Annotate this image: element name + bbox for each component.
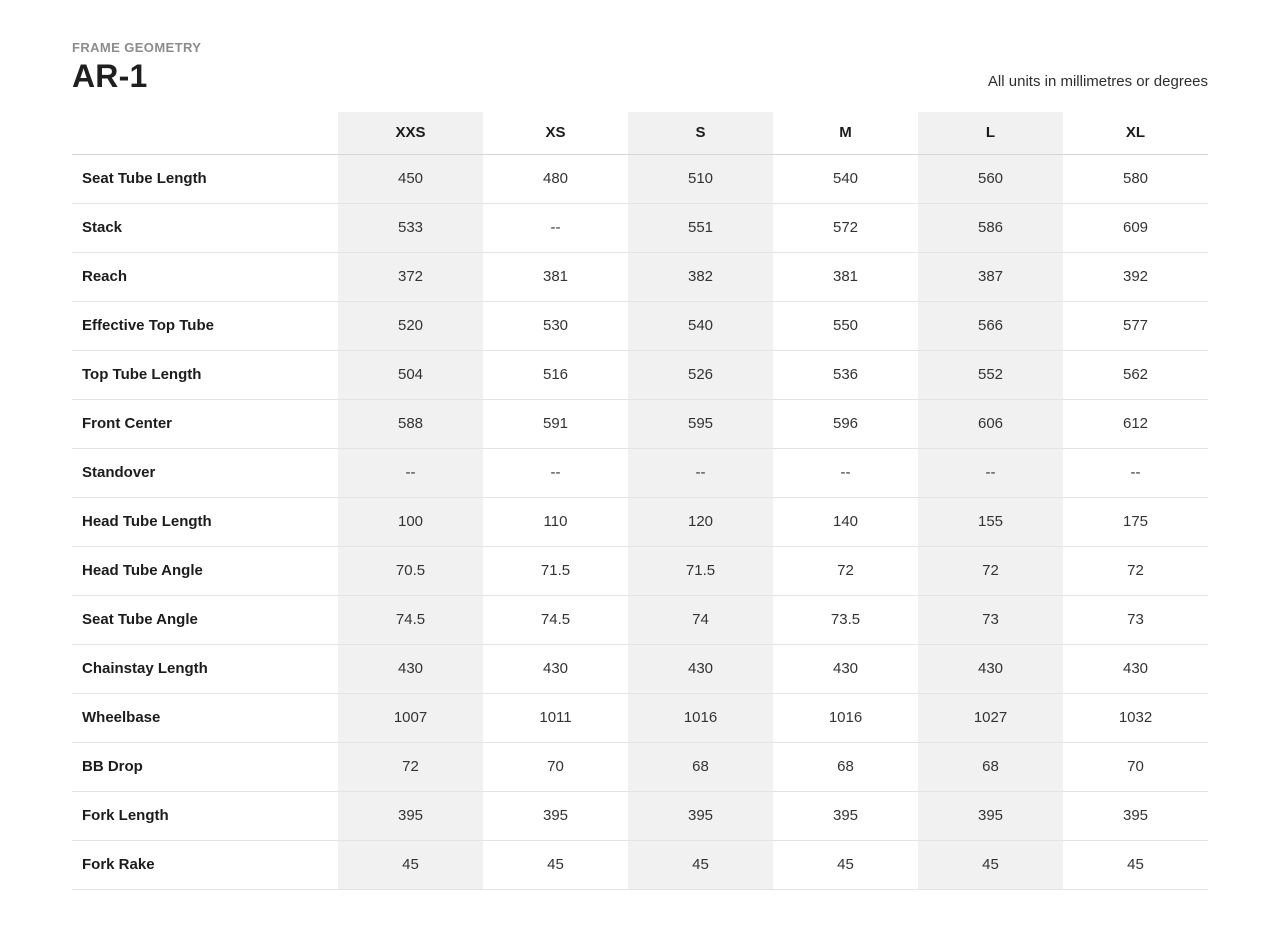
geometry-table	[72, 112, 1208, 890]
row-label: Front Center	[82, 415, 172, 433]
table-row	[72, 497, 1208, 546]
value-cell: 100	[338, 497, 483, 546]
size-column-header-m: M	[839, 124, 852, 142]
value-cell: 551	[628, 203, 773, 252]
value-cell: 580	[1122, 170, 1149, 188]
value-cell: 45	[837, 856, 854, 874]
page-header	[72, 40, 1208, 94]
title-block	[72, 40, 201, 94]
value-cell: 510	[628, 154, 773, 203]
value-cell: 540	[832, 170, 859, 188]
value-cell: 382	[628, 252, 773, 301]
value-cell: 1032	[1118, 709, 1153, 727]
value-cell: 372	[338, 252, 483, 301]
value-cell: 70.5	[338, 546, 483, 595]
row-label: Reach	[82, 268, 128, 286]
value-cell: 70	[547, 758, 564, 776]
value-cell: 395	[832, 807, 859, 825]
value-cell: 595	[628, 399, 773, 448]
value-cell: 45	[338, 840, 483, 889]
size-column-header-xs: XS	[545, 124, 566, 142]
value-cell: 45	[1127, 856, 1144, 874]
size-column-header-xl: XL	[1125, 124, 1146, 142]
value-cell: 591	[542, 415, 569, 433]
value-cell: 72	[837, 562, 854, 580]
value-cell: 430	[542, 660, 569, 678]
value-cell: 530	[542, 317, 569, 335]
value-cell: 72	[1127, 562, 1144, 580]
value-cell: 1027	[918, 693, 1063, 742]
value-cell: 1011	[539, 709, 572, 727]
table-row	[72, 791, 1208, 840]
row-label: Wheelbase	[82, 709, 161, 727]
value-cell: 562	[1122, 366, 1149, 384]
row-label: Head Tube Length	[82, 513, 212, 531]
value-cell: 577	[1122, 317, 1149, 335]
value-cell: --	[918, 448, 1063, 497]
geometry-table-body	[72, 154, 1208, 889]
page-title: AR-1	[72, 58, 148, 94]
row-label: Seat Tube Angle	[82, 611, 198, 629]
value-cell: 1016	[828, 709, 863, 727]
value-cell: 450	[338, 154, 483, 203]
table-row	[72, 546, 1208, 595]
value-cell: 68	[918, 742, 1063, 791]
row-label: Fork Length	[82, 807, 169, 825]
size-column-header-l: L	[918, 112, 1063, 154]
row-label: Top Tube Length	[82, 366, 202, 384]
value-cell: 550	[832, 317, 859, 335]
row-label: Seat Tube Length	[82, 170, 207, 188]
value-cell: 1007	[338, 693, 483, 742]
size-header-row	[72, 112, 1208, 154]
value-cell: 572	[832, 219, 859, 237]
table-row	[72, 154, 1208, 203]
value-cell: 1016	[628, 693, 773, 742]
value-cell: 73.5	[830, 611, 861, 629]
value-cell: 120	[628, 497, 773, 546]
value-cell: 395	[542, 807, 569, 825]
value-cell: --	[550, 219, 561, 237]
units-note: All units in millimetres or degrees	[987, 73, 1208, 91]
value-cell: 540	[628, 301, 773, 350]
size-column-header-xxs: XXS	[338, 112, 483, 154]
table-row	[72, 350, 1208, 399]
value-cell: --	[1130, 464, 1141, 482]
value-cell: 430	[628, 644, 773, 693]
value-cell: 596	[832, 415, 859, 433]
table-row	[72, 399, 1208, 448]
value-cell: --	[628, 448, 773, 497]
value-cell: 586	[918, 203, 1063, 252]
value-cell: 430	[338, 644, 483, 693]
value-cell: 395	[918, 791, 1063, 840]
value-cell: 74.5	[540, 611, 571, 629]
value-cell: 606	[918, 399, 1063, 448]
value-cell: 612	[1122, 415, 1149, 433]
table-row	[72, 840, 1208, 889]
value-cell: 552	[918, 350, 1063, 399]
table-row	[72, 252, 1208, 301]
value-cell: 74.5	[338, 595, 483, 644]
value-cell: 516	[542, 366, 569, 384]
table-row	[72, 595, 1208, 644]
value-cell: 71.5	[628, 546, 773, 595]
table-row	[72, 203, 1208, 252]
value-cell: 381	[542, 268, 569, 286]
row-label: Effective Top Tube	[82, 317, 214, 335]
value-cell: 536	[832, 366, 859, 384]
value-cell: 533	[338, 203, 483, 252]
value-cell: 175	[1122, 513, 1149, 531]
table-row	[72, 644, 1208, 693]
value-cell: 395	[1122, 807, 1149, 825]
value-cell: --	[840, 464, 851, 482]
value-cell: 526	[628, 350, 773, 399]
table-row	[72, 693, 1208, 742]
value-cell: 155	[918, 497, 1063, 546]
value-cell: 395	[338, 791, 483, 840]
table-row	[72, 301, 1208, 350]
value-cell: 387	[918, 252, 1063, 301]
value-cell: 430	[832, 660, 859, 678]
value-cell: 392	[1122, 268, 1149, 286]
value-cell: 73	[918, 595, 1063, 644]
value-cell: 110	[543, 513, 568, 531]
value-cell: 609	[1122, 219, 1149, 237]
corner-cell	[72, 112, 338, 154]
value-cell: 520	[338, 301, 483, 350]
value-cell: 430	[918, 644, 1063, 693]
size-column-header-s: S	[628, 112, 773, 154]
value-cell: 72	[338, 742, 483, 791]
value-cell: 72	[918, 546, 1063, 595]
value-cell: 588	[338, 399, 483, 448]
value-cell: 71.5	[540, 562, 571, 580]
table-row	[72, 448, 1208, 497]
value-cell: 45	[628, 840, 773, 889]
value-cell: 45	[918, 840, 1063, 889]
value-cell: 73	[1127, 611, 1144, 629]
value-cell: 504	[338, 350, 483, 399]
value-cell: 74	[628, 595, 773, 644]
value-cell: 140	[832, 513, 859, 531]
value-cell: 480	[542, 170, 569, 188]
value-cell: 381	[832, 268, 859, 286]
row-label: Fork Rake	[82, 856, 155, 874]
value-cell: --	[338, 448, 483, 497]
value-cell: 395	[628, 791, 773, 840]
frame-geometry-eyebrow: FRAME GEOMETRY	[72, 40, 202, 55]
row-label: Stack	[82, 219, 123, 237]
value-cell: 566	[918, 301, 1063, 350]
value-cell: 560	[918, 154, 1063, 203]
value-cell: 68	[837, 758, 854, 776]
value-cell: 45	[547, 856, 564, 874]
value-cell: --	[550, 464, 561, 482]
row-label: Chainstay Length	[82, 660, 208, 678]
row-label: BB Drop	[82, 758, 143, 776]
value-cell: 68	[628, 742, 773, 791]
row-label: Head Tube Angle	[82, 562, 203, 580]
value-cell: 70	[1127, 758, 1144, 776]
table-row	[72, 742, 1208, 791]
value-cell: 430	[1122, 660, 1149, 678]
row-label: Standover	[82, 464, 156, 482]
